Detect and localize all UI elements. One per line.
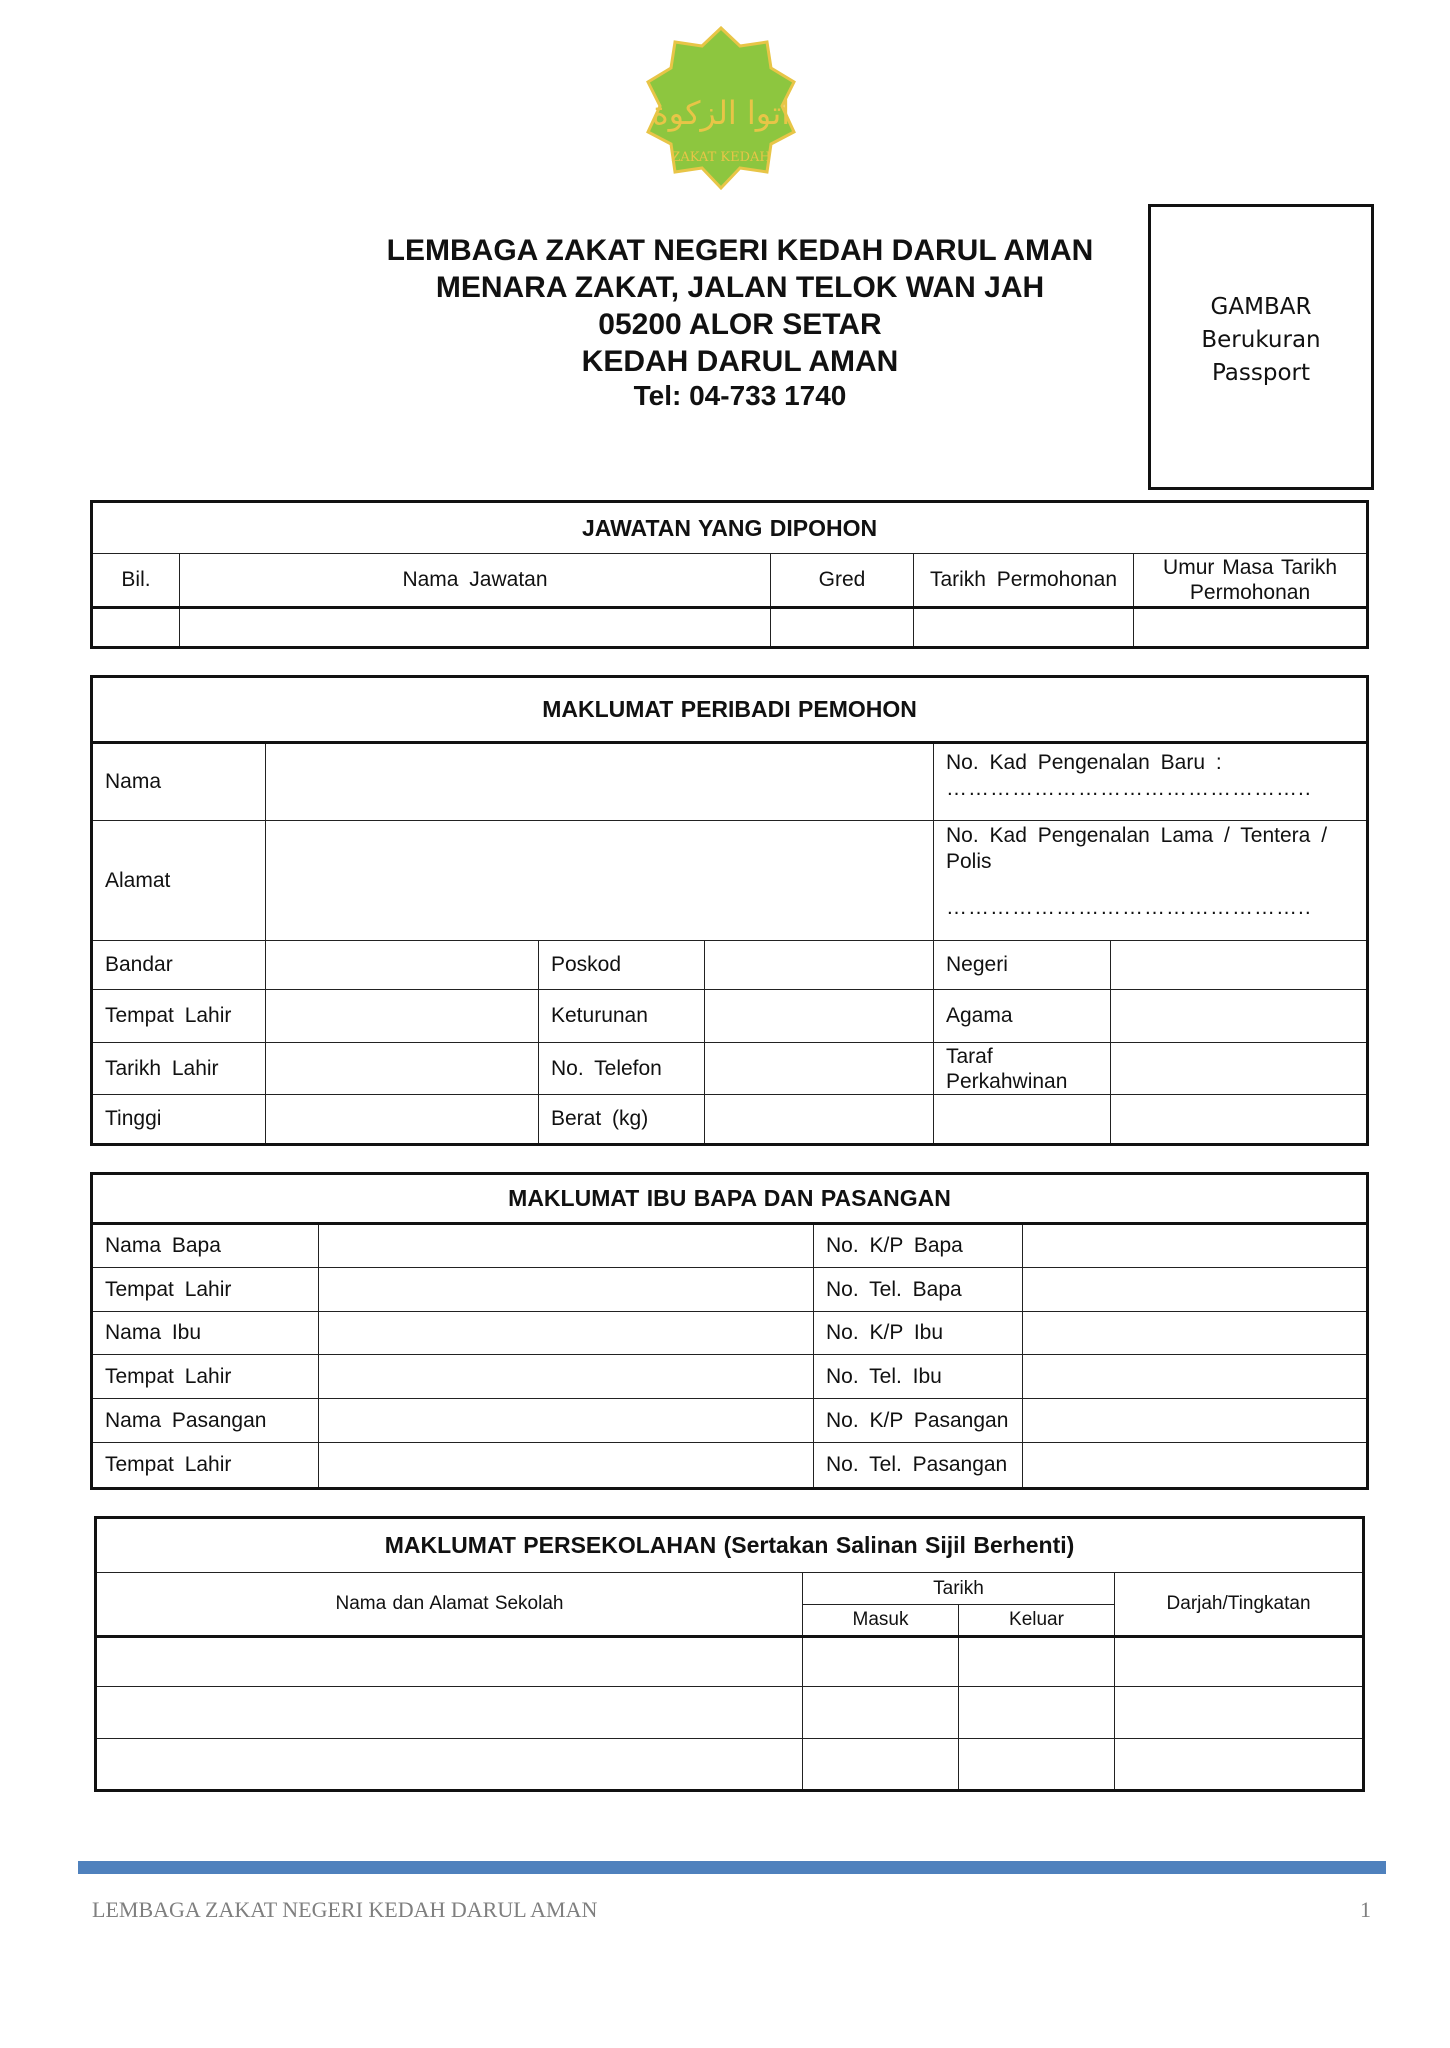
zakat-kedah-logo xyxy=(636,26,806,198)
page-number: 1 xyxy=(1360,1897,1371,1922)
col-nama-alamat-sekolah: Nama dan Alamat Sekolah xyxy=(96,1573,803,1637)
input-tempat-lahir-ibu[interactable] xyxy=(319,1355,814,1399)
label-tempat-lahir: Tempat Lahir xyxy=(92,990,266,1043)
input-nama[interactable] xyxy=(266,743,934,821)
header-line-3: 05200 ALOR SETAR xyxy=(598,308,882,341)
input-masuk[interactable] xyxy=(803,1739,959,1791)
empty-cell xyxy=(1111,1095,1368,1145)
input-tempat-lahir-pasangan[interactable] xyxy=(319,1443,814,1489)
label-alamat: Alamat xyxy=(92,821,266,941)
input-masuk[interactable] xyxy=(803,1637,959,1687)
label-poskod: Poskod xyxy=(539,941,705,990)
input-tarikh-lahir[interactable] xyxy=(266,1043,539,1095)
input-nama-ibu[interactable] xyxy=(319,1312,814,1355)
input-gred[interactable] xyxy=(771,608,914,648)
input-sekolah[interactable] xyxy=(96,1687,803,1739)
photo-label-2: Berukuran xyxy=(1201,327,1321,353)
sekolah-table xyxy=(94,1516,1365,1792)
input-keluar[interactable] xyxy=(959,1637,1115,1687)
label-tempat-lahir-ibu: Tempat Lahir xyxy=(92,1355,319,1399)
input-alamat[interactable] xyxy=(266,821,934,941)
sekolah-title: MAKLUMAT PERSEKOLAHAN (Sertakan Salinan Sijil Berhenti) xyxy=(96,1518,1364,1573)
label-nama-ibu: Nama Ibu xyxy=(92,1312,319,1355)
col-nama-jawatan: Nama Jawatan xyxy=(180,554,771,608)
label-ic-baru: No. Kad Pengenalan Baru : xyxy=(946,751,1222,774)
label-tel-ibu: No. Tel. Ibu xyxy=(814,1355,1023,1399)
organization-header xyxy=(330,232,1150,412)
input-kp-pasangan[interactable] xyxy=(1023,1399,1368,1443)
input-tempat-lahir-bapa[interactable] xyxy=(319,1268,814,1312)
header-telephone: Tel: 04-733 1740 xyxy=(633,380,847,411)
label-kp-bapa: No. K/P Bapa xyxy=(814,1224,1023,1268)
label-tel-bapa: No. Tel. Bapa xyxy=(814,1268,1023,1312)
input-kp-ibu[interactable] xyxy=(1023,1312,1368,1355)
input-keluar[interactable] xyxy=(959,1687,1115,1739)
jawatan-title: JAWATAN YANG DIPOHON xyxy=(92,502,1368,554)
header-line-4: KEDAH DARUL AMAN xyxy=(581,345,899,378)
logo-arabic-text: اتوا الزكوة xyxy=(651,94,791,132)
empty-cell xyxy=(934,1095,1111,1145)
input-keluar[interactable] xyxy=(959,1739,1115,1791)
col-tarikh-permohonan: Tarikh Permohonan xyxy=(914,554,1134,608)
input-nama-jawatan[interactable] xyxy=(180,608,771,648)
label-no-telefon: No. Telefon xyxy=(539,1043,705,1095)
input-bil[interactable] xyxy=(92,608,180,648)
header-line-2: MENARA ZAKAT, JALAN TELOK WAN JAH xyxy=(435,271,1045,304)
label-agama: Agama xyxy=(934,990,1111,1043)
label-tempat-lahir-bapa: Tempat Lahir xyxy=(92,1268,319,1312)
input-tinggi[interactable] xyxy=(266,1095,539,1145)
input-tarikh-permohonan[interactable] xyxy=(914,608,1134,648)
photo-label-3: Passport xyxy=(1211,360,1311,386)
col-darjah-tingkatan: Darjah/Tingkatan xyxy=(1115,1573,1364,1637)
label-keturunan: Keturunan xyxy=(539,990,705,1043)
ibubapa-table xyxy=(90,1172,1369,1490)
input-nama-pasangan[interactable] xyxy=(319,1399,814,1443)
label-nama-pasangan: Nama Pasangan xyxy=(92,1399,319,1443)
input-agama[interactable] xyxy=(1111,990,1368,1043)
label-berat: Berat (kg) xyxy=(539,1095,705,1145)
passport-photo-box[interactable] xyxy=(1148,204,1374,490)
input-masuk[interactable] xyxy=(803,1687,959,1739)
input-tel-ibu[interactable] xyxy=(1023,1355,1368,1399)
label-nama: Nama xyxy=(92,743,266,821)
label-kp-ibu: No. K/P Ibu xyxy=(814,1312,1023,1355)
input-taraf-perkahwinan[interactable] xyxy=(1111,1043,1368,1095)
ic-baru-dots: ………………………………………….. xyxy=(946,777,1312,800)
label-negeri: Negeri xyxy=(934,941,1111,990)
ic-lama-cell[interactable] xyxy=(934,821,1368,941)
label-bandar: Bandar xyxy=(92,941,266,990)
header-line-1: LEMBAGA ZAKAT NEGERI KEDAH DARUL AMAN xyxy=(386,234,1094,267)
input-berat[interactable] xyxy=(705,1095,934,1145)
jawatan-table xyxy=(90,500,1369,649)
peribadi-table xyxy=(90,675,1369,1146)
input-tel-pasangan[interactable] xyxy=(1023,1443,1368,1489)
input-darjah[interactable] xyxy=(1115,1739,1364,1791)
col-masuk: Masuk xyxy=(803,1605,959,1637)
input-sekolah[interactable] xyxy=(96,1739,803,1791)
col-bil: Bil. xyxy=(92,554,180,608)
label-tempat-lahir-pasangan: Tempat Lahir xyxy=(92,1443,319,1489)
input-tel-bapa[interactable] xyxy=(1023,1268,1368,1312)
photo-label-1: GAMBAR xyxy=(1210,294,1312,320)
ic-baru-cell[interactable] xyxy=(934,743,1368,821)
label-ic-lama: No. Kad Pengenalan Lama / Tentera / Polis xyxy=(946,824,1328,873)
label-nama-bapa: Nama Bapa xyxy=(92,1224,319,1268)
col-tarikh: Tarikh xyxy=(803,1573,1115,1605)
ibubapa-title: MAKLUMAT IBU BAPA DAN PASANGAN xyxy=(92,1174,1368,1224)
label-taraf-perkahwinan: Taraf Perkahwinan xyxy=(934,1043,1111,1095)
peribadi-title: MAKLUMAT PERIBADI PEMOHON xyxy=(92,677,1368,743)
logo-caption: ZAKAT KEDAH xyxy=(671,150,771,165)
col-gred: Gred xyxy=(771,554,914,608)
input-umur[interactable] xyxy=(1134,608,1368,648)
input-no-telefon[interactable] xyxy=(705,1043,934,1095)
footer-divider-bar xyxy=(78,1861,1386,1874)
ic-lama-dots: ………………………………………….. xyxy=(946,896,1312,919)
input-darjah[interactable] xyxy=(1115,1637,1364,1687)
input-nama-bapa[interactable] xyxy=(319,1224,814,1268)
col-keluar: Keluar xyxy=(959,1605,1115,1637)
input-keturunan[interactable] xyxy=(705,990,934,1043)
input-negeri[interactable] xyxy=(1111,941,1368,990)
input-bandar[interactable] xyxy=(266,941,539,990)
input-tempat-lahir[interactable] xyxy=(266,990,539,1043)
label-tinggi: Tinggi xyxy=(92,1095,266,1145)
input-kp-bapa[interactable] xyxy=(1023,1224,1368,1268)
input-sekolah[interactable] xyxy=(96,1637,803,1687)
input-poskod[interactable] xyxy=(705,941,934,990)
col-umur: Umur Masa Tarikh Permohonan xyxy=(1134,554,1368,608)
input-darjah[interactable] xyxy=(1115,1687,1364,1739)
label-tarikh-lahir: Tarikh Lahir xyxy=(92,1043,266,1095)
label-kp-pasangan: No. K/P Pasangan xyxy=(814,1399,1023,1443)
footer-organization: LEMBAGA ZAKAT NEGERI KEDAH DARUL AMAN xyxy=(92,1897,598,1922)
label-tel-pasangan: No. Tel. Pasangan xyxy=(814,1443,1023,1489)
